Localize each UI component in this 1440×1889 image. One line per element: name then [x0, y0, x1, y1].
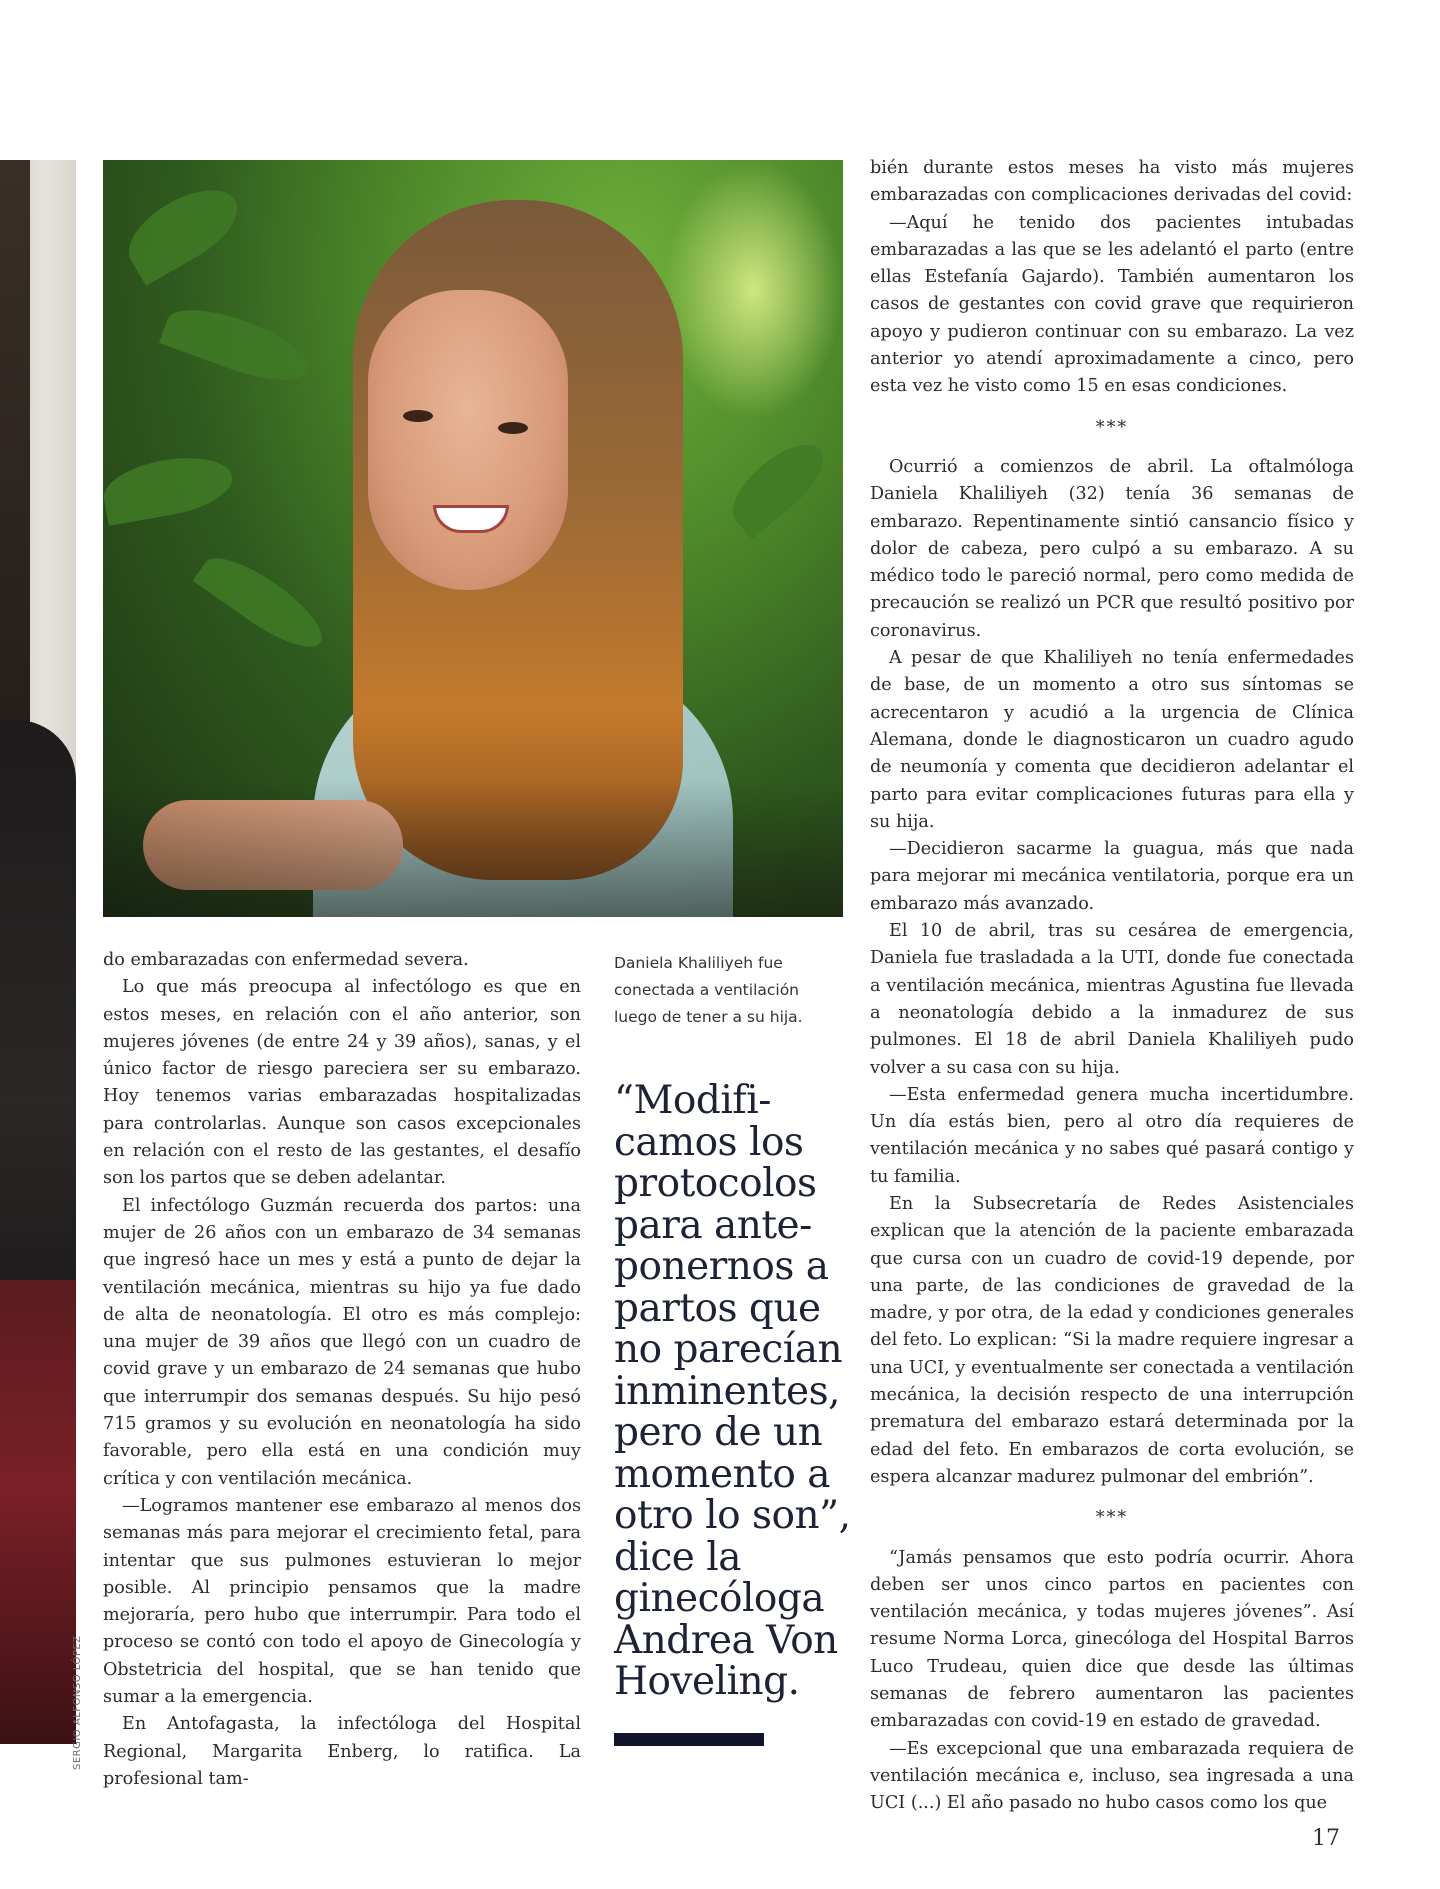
paragraph: —Esta enfermedad genera mucha incertidumbre. Un día estás bien, pero al otro día requieres de ventilación mecánica y no sabes qué pasará contigo y tu familia.	[870, 1084, 1354, 1187]
section-separator: ***	[1095, 1508, 1129, 1529]
paragraph: A pesar de que Khaliliyeh no tenía enfermedades de base, de un momento a otro sus síntomas se acrecentaron y acudió a la urgencia de Clínica Alemana, donde le diagnosticaron un cuadro agudo de neumonía y comenta que decidieron adelantar el parto para evitar complicaciones futuras para ella y su hija.	[870, 648, 1354, 832]
pull-quote-rule	[614, 1733, 764, 1746]
paragraph: do embarazadas con enfermedad severa.	[103, 950, 469, 970]
paragraph: Ocurrió a comienzos de abril. La oftalmóloga Daniela Khaliliyeh (32) tenía 36 semanas de embarazo. Repentinamente sintió cansancio físico y dolor de cabeza, pero culpó a su embarazo. A su médico todo le pareció normal, pero como medida de precaución se realizó un PCR que resultó positivo por coronavirus.	[870, 456, 1354, 641]
portrait-photo	[103, 160, 843, 917]
photo-credit: SERGIO ALFONSO LÓPEZ	[72, 1635, 83, 1770]
paragraph: “Jamás pensamos que esto podría ocurrir. Ahora deben ser unos cinco partos en pacientes con ventilación mecánica, y todas mujeres jóvenes”. Así resume Norma Lorca, ginecóloga del Hospital Barros Luco Trudeau, quien dice que desde las últimas semanas de febrero aumentaron las pacientes embarazadas con covid-19 en estado de gravedad.	[870, 1547, 1354, 1732]
pull-quote: “Modifi- camos los protocolos para ante- ponernos a partos que no parecían inminentes, pero de un momento a otro lo son”, dice la ginecóloga Andrea Von Hoveling.	[614, 1078, 851, 1704]
paragraph: En Antofagasta, la infectóloga del Hospital Regional, Margarita Enberg, lo ratifica. La profesional tam-	[103, 1714, 581, 1789]
paragraph: En la Subsecretaría de Redes Asistenciales explican que la atención de la paciente embarazada que cursa con un cuadro de covid-19 depende, por una parte, de las condiciones de gravedad de la madre, y por otra, de la edad y condiciones generales del feto. Lo explican: “Si la madre requiere ingresar a una UCI, y eventualmente ser conectada a ventilación mecánica, la decisión respecto de una interrupción prematura del embarazo estará determinada por la edad del feto. En embarazos de corta evolución, se espera alcanzar madurez pulmonar del embrión”.	[870, 1193, 1354, 1487]
paragraph: —Logramos mantener ese embarazo al menos dos semanas más para mejorar el crecimiento fetal, para intentar que sus pulmones estuvieran lo mejor posible. Al principio pensamos que la madre mejoraría, pero hubo que interrumpir. Para todo el proceso se contó con todo el apoyo de Ginecología y Obstetricia del hospital, que se han tenido que sumar a la emergencia.	[103, 1495, 581, 1708]
section-separator: ***	[1095, 417, 1129, 438]
paragraph: —Es excepcional que una embarazada requiera de ventilación mecánica e, incluso, sea ingresada a una UCI (...) El año pasado no hubo casos como los que	[870, 1738, 1354, 1814]
page-number: 17	[1312, 1826, 1340, 1851]
paragraph: El 10 de abril, tras su cesárea de emergencia, Daniela fue trasladada a la UTI, donde fue conectada a ventilación mecánica, mientras Agustina fue llevada a neonatología debido a la inmadurez de sus pulmones. El 18 de abril Daniela Khaliliyeh pudo volver a su casa con su hija.	[870, 921, 1354, 1078]
paragraph: —Decidieron sacarme la guagua, más que nada para mejorar mi mecánica ventilatoria, porque era un embarazo más avanzado.	[870, 839, 1354, 914]
article-column-1	[103, 947, 581, 1793]
paragraph: El infectólogo Guzmán recuerda dos partos: una mujer de 26 años con un embarazo de 34 semanas que ingresó hace un mes y está a punto de dejar la ventilación mecánica, mientras su hijo ya fue dado de alta de neonatología. El otro es más complejo: una mujer de 39 años que llegó con un cuadro de covid grave y un embarazo de 24 semanas que hubo que interrumpir dos semanas después. Su hijo pesó 715 gramos y su evolución en neonatología ha sido favorable, pero ella está en una condición muy crítica y con ventilación mecánica.	[103, 1195, 581, 1489]
paragraph: bién durante estos meses ha visto más mujeres embarazadas con complicaciones derivadas del covid:	[870, 158, 1354, 206]
photo-caption: Daniela Khaliliyeh fue conectada a ventilación luego de tener a su hija.	[614, 954, 803, 1026]
partial-photo-left-edge	[0, 160, 76, 1744]
paragraph: Lo que más preocupa al infectólogo es que en estos meses, en relación con el año anterior, son mujeres jóvenes (de entre 24 y 39 años), sanas, y el único factor de riesgo pareciera ser su embarazo. Hoy tenemos varias embarazadas hospitalizadas para controlarlas. Aunque son casos excepcionales en relación con el resto de las gestantes, el desafío son los partos que se deben adelantar.	[103, 977, 581, 1189]
article-column-3	[870, 155, 1354, 1818]
paragraph: —Aquí he tenido dos pacientes intubadas embarazadas a las que se les adelantó el parto (entre ellas Estefanía Gajardo). También aumentaron los casos de gestantes con covid grave que requirieron apoyo y pudieron continuar con su embarazo. La vez anterior yo atendí aproximadamente a cinco, pero esta vez he visto como 15 en esas condiciones.	[870, 212, 1354, 397]
